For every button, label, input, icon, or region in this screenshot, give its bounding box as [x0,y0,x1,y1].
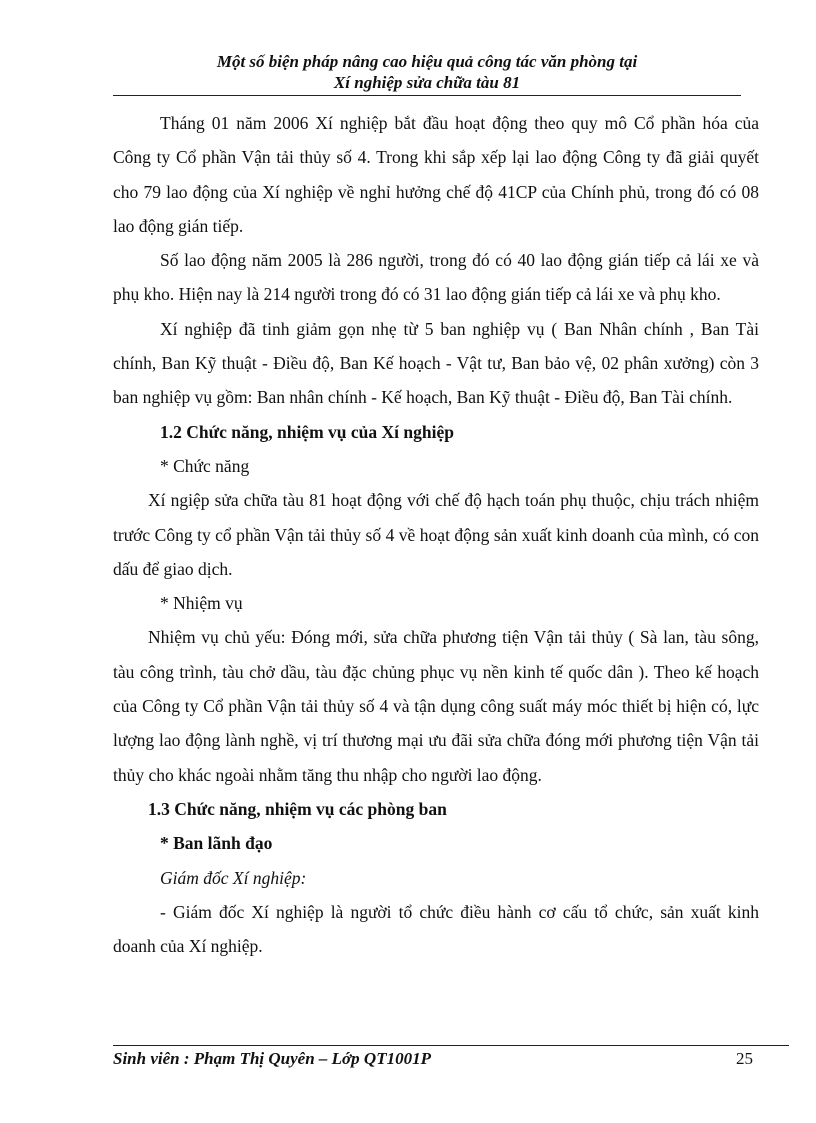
footer-author: Sinh viên : Phạm Thị Quyên – Lớp QT1001P [113,1049,431,1068]
paragraph-tasks: Nhiệm vụ chủ yếu: Đóng mới, sửa chữa phương tiện Vận tải thủy ( Sà lan, tàu sông, tàu công trình, tàu chở dầu, tàu đặc chủng phục vụ nền kinh tế quốc dân ). Theo kế hoạch của Công ty Cổ phần Vận tải thủy số 4 và tận dụng công suất máy móc thiết bị hiện có, lực lượng lao động lành nghề, vị trí thương mại ưu đãi sửa chữa đóng mới phương tiện Vận tải thủy cho khác ngoài nhằm tăng thu nhập cho người lao động. [113,627,759,785]
page-number: 25 [736,1049,753,1068]
section-heading-1-2: 1.2 Chức năng, nhiệm vụ của Xí nghiệp [160,421,454,442]
footer-divider [113,1045,789,1046]
subheading-functions: * Chức năng [160,455,250,476]
paragraph-labor-count: Số lao động năm 2005 là 286 người, trong đó có 40 lao động gián tiếp cả lái xe và phụ kho. Hiện nay là 214 người trong đó có 31 lao động gián tiếp cả lái xe và phụ kho. [113,250,759,305]
subheading-tasks: * Nhiệm vụ [160,593,243,614]
header-title-line-2: Xí nghiệp sửa chữa tàu 81 [333,73,521,92]
page-body [113,106,759,963]
paragraph-functions: Xí ngiệp sửa chữa tàu 81 hoạt động với chế độ hạch toán phụ thuộc, chịu trách nhiệm trước Công ty cổ phần Vận tải thủy số 4 về hoạt động sản xuất kinh doanh của mình, có con dấu để giao dịch. [113,490,759,579]
paragraph-director: - Giám đốc Xí nghiệp là người tổ chức điều hành cơ cấu tổ chức, sản xuất kinh doanh của Xí nghiệp. [113,901,759,957]
running-header [113,51,741,93]
section-heading-1-3: 1.3 Chức năng, nhiệm vụ các phòng ban [148,798,447,819]
subheading-director: Giám đốc Xí nghiệp: [160,867,307,888]
header-title-line-1: Một số biện pháp nâng cao hiệu quả công tác văn phòng tại [216,52,638,71]
paragraph-departments: Xí nghiệp đã tinh giảm gọn nhẹ từ 5 ban nghiệp vụ ( Ban Nhân chính , Ban Tài chính, Ban Kỹ thuật - Điều độ, Ban Kế hoạch - Vật tư, Ban bảo vệ, 02 phân xưởng) còn 3 ban nghiệp vụ gồm: Ban nhân chính - Kế hoạch, Ban Kỹ thuật - Điều độ, Ban Tài chính. [113,318,759,408]
header-divider [113,95,741,96]
subheading-leadership: * Ban lãnh đạo [160,833,273,854]
paragraph-restructuring: Tháng 01 năm 2006 Xí nghiệp bắt đầu hoạt động theo quy mô Cổ phần hóa của Công ty Cổ phần Vận tải thủy số 4. Trong khi sắp xếp lại lao động Công ty đã giải quyết cho 79 lao động của Xí nghiệp về nghỉ hưởng chế độ 41CP của Chính phủ, trong đó có 08 lao động gián tiếp. [113,113,759,236]
